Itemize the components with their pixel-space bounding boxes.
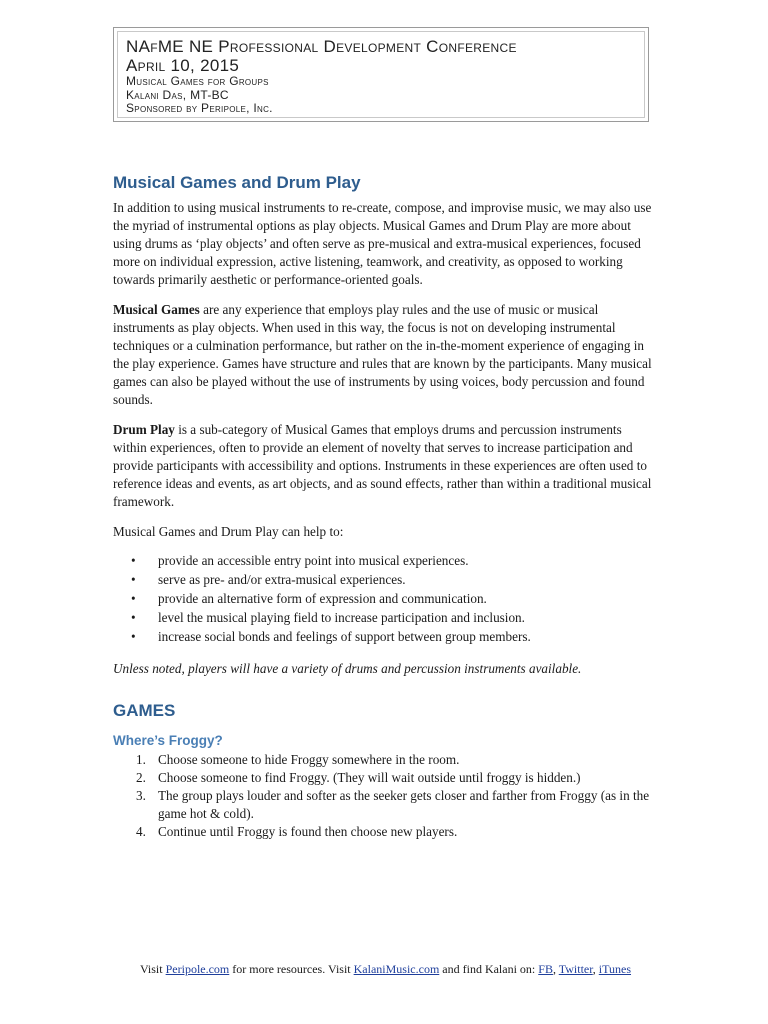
froggy-steps — [113, 751, 658, 841]
intro-paragraph: In addition to using musical instruments to re-create, compose, and improvise music, we may also use the myriad of instrumental options as play objects. Musical Games and Drum Play are more about using drums as ‘play objects’ and often serve as pre-musical and extra-musical experiences, focused more on individual expression, active listening, teamwork, and creativity, as opposed to working towards primarily aesthetic or performance-oriented goals. — [113, 200, 652, 287]
list-item: • increase social bonds and feelings of support between group members. — [131, 629, 531, 644]
list-item: • provide an alternative form of expression and communication. — [131, 591, 487, 606]
musical-games-paragraph — [113, 301, 658, 409]
header-box — [113, 27, 649, 122]
bullet-icon: • — [131, 553, 136, 568]
bullet-icon: • — [131, 629, 136, 644]
musical-games-term: Musical Games — [113, 302, 200, 317]
step-item: 1. Choose someone to hide Froggy somewhere in the room. — [136, 752, 460, 767]
step-item: 3. The group plays louder and softer as the seeker gets closer and farther from Froggy (as in the game hot & cold). — [136, 788, 650, 821]
conference-date: April 10, 2015 — [126, 56, 240, 75]
instruments-note: Unless noted, players will have a variety of drums and percussion instruments available. — [113, 661, 582, 676]
itunes-link[interactable]: iTunes — [598, 962, 632, 976]
step-item: 4. Continue until Froggy is found then choose new players. — [136, 824, 458, 839]
section-heading: Musical Games and Drum Play — [113, 173, 361, 192]
presenter-name: Kalani Das, MT-BC — [126, 87, 229, 102]
bullet-icon: • — [131, 591, 136, 606]
session-title: Musical Games for Groups — [126, 74, 269, 88]
musical-games-definition: are any experience that employs play rules and the use of music or musical instruments as play objects. When used in this way, the focus is not on developing instrumental techniques or a culmination performance, but rather on the in-the-moment experience of engaging in the play experience. Games have structure and rules that are known by the participants. Many musical games can also be played without the use of instruments by using voices, body percussion and found sounds. — [113, 302, 652, 407]
list-item: • level the musical playing field to increase participation and inclusion. — [131, 610, 525, 625]
drum-play-term: Drum Play — [113, 422, 175, 437]
conference-title: NAfME NE Professional Development Conference — [126, 37, 517, 56]
games-heading: GAMES — [113, 701, 176, 720]
footer: Visit Peripole.com for more resources. Visit KalaniMusic.com and find Kalani on: FB, Twitter, iTunes — [139, 962, 632, 976]
help-intro: Musical Games and Drum Play can help to: — [113, 524, 344, 539]
list-item: • provide an accessible entry point into musical experiences. — [131, 553, 469, 568]
drum-play-definition: is a sub-category of Musical Games that employs drums and percussion instruments within experiences, often to provide an element of novelty that serves to increase participation and provide participants with accessibility and options. Instruments in these experiences are often used to reference ideas and events, as art objects, and as sound effects, rather than within a traditional musical framework. — [113, 422, 652, 509]
benefits-list — [113, 551, 658, 646]
list-item: • serve as pre- and/or extra-musical experiences. — [131, 572, 406, 587]
peripole-link[interactable]: Peripole.com — [165, 962, 230, 976]
game-title-froggy: Where’s Froggy? — [113, 733, 223, 748]
drum-play-paragraph — [113, 421, 658, 511]
bullet-icon: • — [131, 572, 136, 587]
fb-link[interactable]: FB — [538, 962, 553, 976]
step-item: 2. Choose someone to find Froggy. (They will wait outside until froggy is hidden.) — [136, 770, 581, 785]
sponsor-line: Sponsored by Peripole, Inc. — [126, 101, 273, 115]
twitter-link[interactable]: Twitter — [558, 962, 593, 976]
document-body — [113, 172, 658, 841]
bullet-icon: • — [131, 610, 136, 625]
kalanimusic-link[interactable]: KalaniMusic.com — [353, 962, 440, 976]
